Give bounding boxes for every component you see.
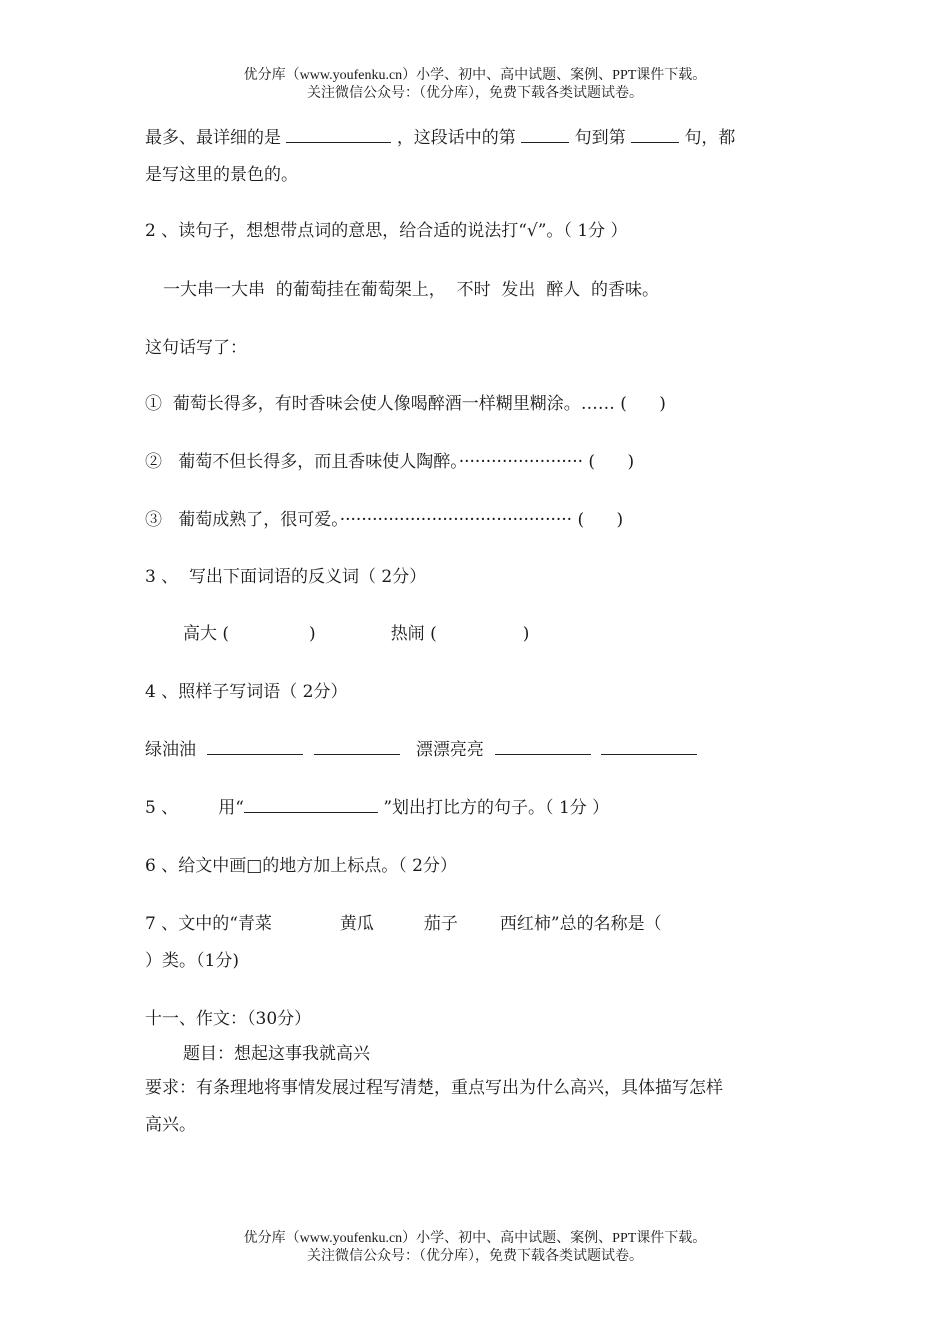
- q4-answers: [145, 738, 697, 762]
- option-answer-box[interactable]: ( ): [588, 452, 635, 472]
- q5-text-a: 用“: [218, 798, 244, 818]
- option-number: ①: [145, 394, 162, 414]
- q3-words: 高大 ( ) 热闹 ( ): [183, 624, 530, 644]
- q7-line-1: [145, 912, 662, 936]
- q1-blank-3[interactable]: [631, 126, 679, 143]
- q7-text-c: 茄子: [423, 914, 458, 934]
- q4-blank-2[interactable]: [314, 738, 400, 755]
- composition-requirement-1: 要求：有条理地将事情发展过程写清楚，重点写出为什么高兴，具体描写怎样: [145, 1078, 723, 1098]
- q1-blank-1[interactable]: [286, 126, 391, 143]
- page-header: [0, 67, 950, 103]
- q2-option-1: [145, 392, 666, 416]
- q5-text-b: ”划出打比方的句子。（ 1分 ）: [383, 798, 610, 818]
- q7-text-d: 西红柿”总的名称是（: [499, 914, 662, 934]
- composition-title: 十一、作文：（30分）: [145, 1009, 312, 1029]
- option-number: ③: [145, 510, 162, 530]
- option-number: ②: [145, 452, 162, 472]
- q3-title: 3 、 写出下面词语的反义词（ 2分）: [145, 567, 427, 587]
- option-answer-box[interactable]: ( ): [620, 394, 666, 414]
- q3-word-1: 高大: [183, 624, 217, 644]
- q2-title: 2 、读句子，想想带点词的意思，给合适的说法打“√”。（ 1分 ）: [145, 221, 628, 241]
- footer-line-1: 优分库（www.youfenku.cn）小学、初中、高中试题、案例、PPT课件下载。: [243, 1231, 707, 1246]
- q4-example-2: 漂漂亮亮: [415, 740, 484, 760]
- q2-option-2: [145, 450, 634, 474]
- q7-text-a: 7 、文中的“青菜: [145, 914, 272, 934]
- q4-blank-3[interactable]: [495, 738, 591, 755]
- q1-blank-2[interactable]: [521, 126, 569, 143]
- option-dots: ……: [580, 394, 615, 414]
- q7-line-2: ）类。（1分): [145, 951, 239, 971]
- q1-line-1: [145, 126, 735, 150]
- option-text: 葡萄长得多，有时香味会使人像喝醉酒一样糊里糊涂。: [172, 394, 581, 414]
- q1-line-2: 是写这里的景色的。: [145, 165, 298, 185]
- page-footer: [0, 1230, 950, 1266]
- option-dots: ···········································: [339, 510, 573, 530]
- composition-topic: 题目：想起这事我就高兴: [183, 1044, 370, 1064]
- header-line-1: 优分库（www.youfenku.cn）小学、初中、高中试题、案例、PPT课件下载。: [243, 68, 707, 83]
- q2-intro: 这句话写了：: [145, 338, 247, 358]
- q1-text-d: 句，都: [684, 128, 736, 148]
- option-dots: ·······················: [458, 452, 584, 472]
- option-answer-box[interactable]: ( ): [577, 510, 624, 530]
- header-line-2: 关注微信公众号：（优分库），免费下载各类试题试卷。: [307, 86, 643, 101]
- q5-number: 5 、: [145, 798, 179, 818]
- q5-blank[interactable]: [244, 796, 378, 813]
- q4-blank-4[interactable]: [601, 738, 697, 755]
- q4-title: 4 、照样子写词语（ 2分）: [145, 682, 348, 702]
- q4-blank-1[interactable]: [207, 738, 303, 755]
- q1-text-a: 最多、最详细的是: [145, 128, 281, 148]
- footer-line-2: 关注微信公众号：（优分库），免费下载各类试题试卷。: [307, 1249, 643, 1264]
- q2-option-3: [145, 508, 623, 532]
- q7-text-b: 黄瓜: [339, 914, 374, 934]
- q5-line: [145, 796, 609, 820]
- q1-text-c: 句到第: [574, 128, 626, 148]
- q1-text-b: ，这段话中的第: [396, 128, 516, 148]
- q4-example-1: 绿油油: [145, 740, 196, 760]
- option-text: 葡萄不但长得多，而且香味使人陶醉。: [178, 452, 459, 472]
- q3-word-2: 热闹: [390, 624, 425, 644]
- q2-sentence: 一大串一大串 的葡萄挂在葡萄架上， 不时 发出 醉人 的香味。: [163, 280, 660, 300]
- q6-title: 6 、给文中画□的地方加上标点。（ 2分）: [145, 856, 458, 876]
- option-text: 葡萄成熟了，很可爱。: [178, 510, 340, 530]
- composition-requirement-2: 高兴。: [145, 1115, 196, 1135]
